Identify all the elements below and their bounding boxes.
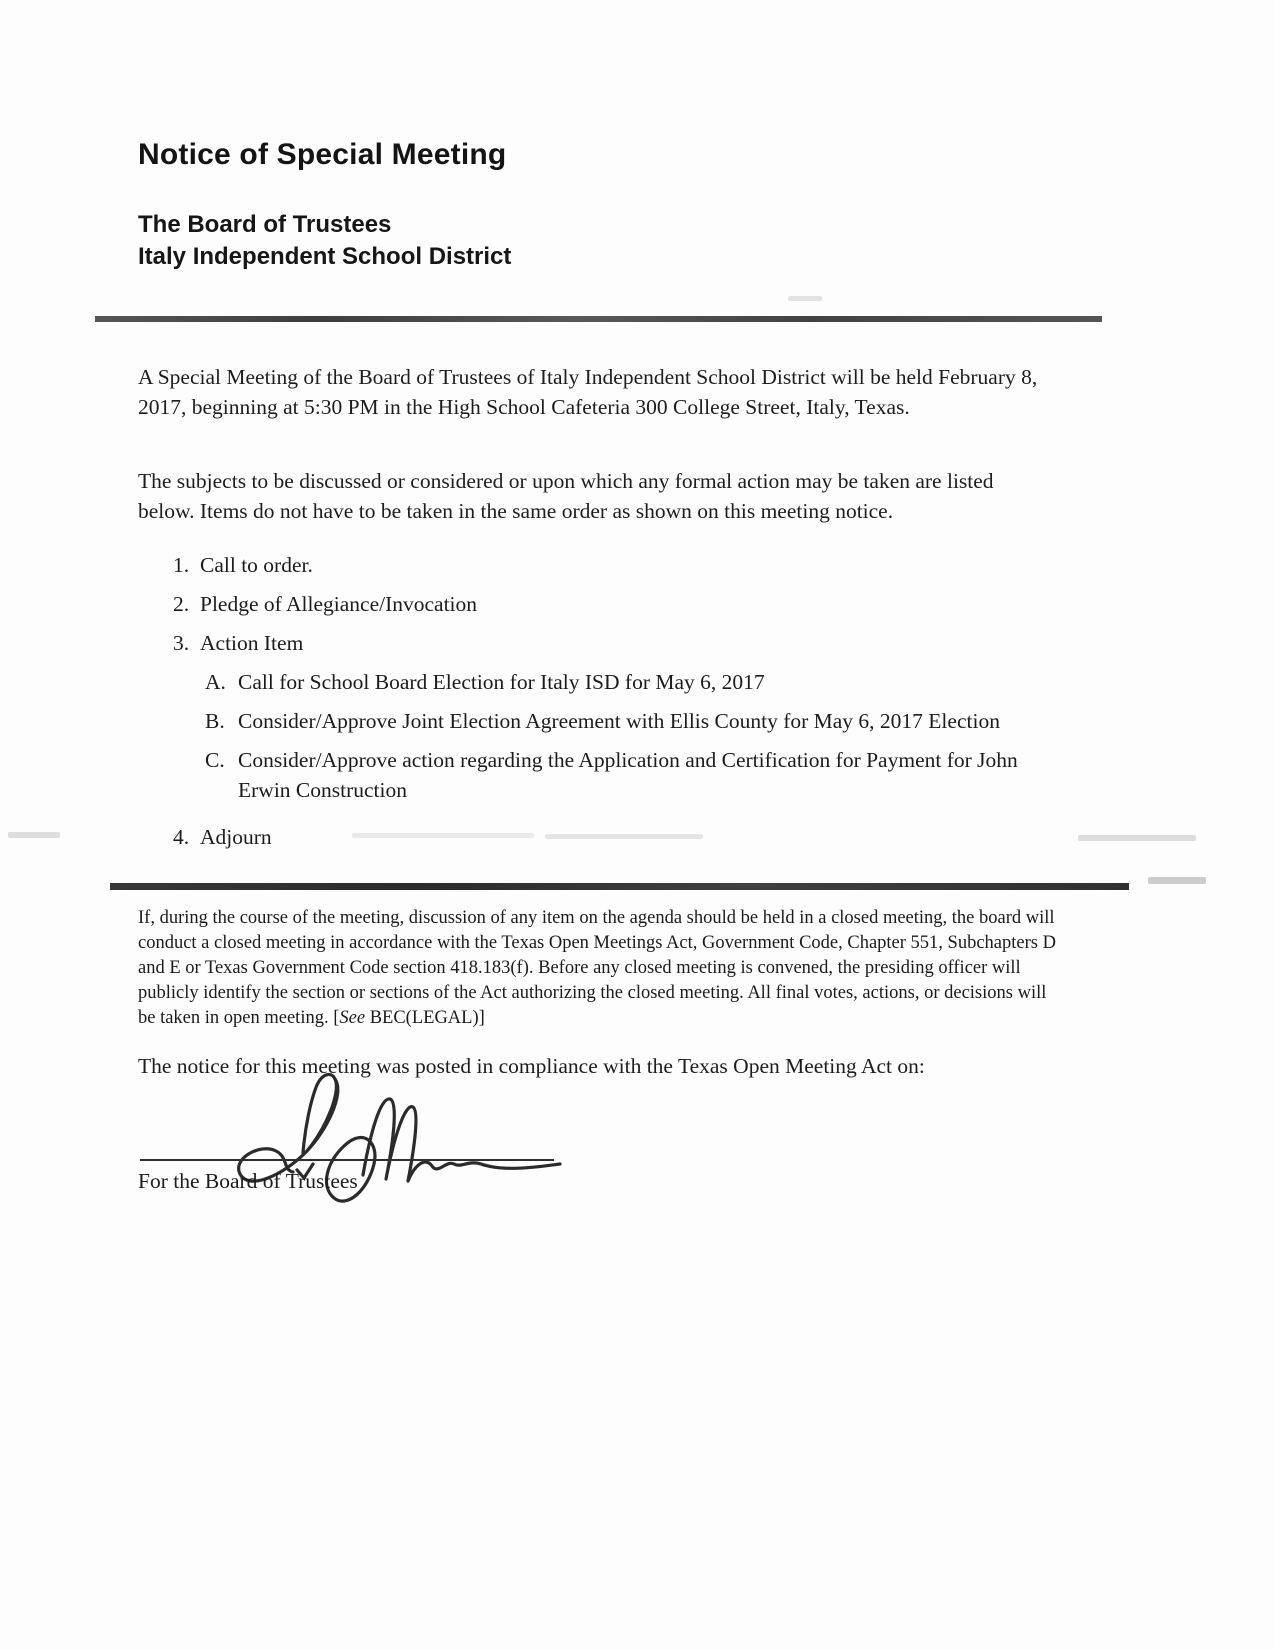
agenda-item-3 [173,628,1138,658]
signature-block [138,1081,1138,1241]
scan-artifact [1148,877,1206,884]
posted-compliance-line: The notice for this meeting was posted in compliance with the Texas Open Meeting Act on: [138,1054,925,1078]
subtitle-district: Italy Independent School District [138,243,512,270]
closed-meeting-paragraph [138,906,1068,1031]
subjects-paragraph: The subjects to be discussed or considered or upon which any formal action may be taken are listed below. Items do not have to be taken in the same order as shown on this meeting notice. [138,469,994,523]
closed-meeting-text-end: BEC(LEGAL)] [365,1008,485,1028]
signature-caption: For the Board of Trustees [138,1169,358,1193]
agenda-text: Action Item [200,631,304,655]
agenda-letter: B. [205,709,225,733]
agenda-text: Consider/Approve action regarding the Application and Certification for Payment for John Erwin Construction [238,748,1018,802]
page-title: Notice of Special Meeting [138,138,507,171]
agenda-number: 3. [173,631,190,655]
intro-paragraph: A Special Meeting of the Board of Trustees of Italy Independent School District will be held February 8, 2017, beginning at 5:30 PM in the High School Cafeteria 300 College Street, Italy, Texas. [138,365,1038,419]
agenda-text: Consider/Approve Joint Election Agreement with Ellis County for May 6, 2017 Election [238,709,1000,733]
closed-meeting-text: If, during the course of the meeting, discussion of any item on the agenda should be held in a closed meeting, the board will conduct a closed meeting in accordance with the Texas Open Meetings Act, Government Code, Chapter 551, Subchapters D and E or Texas Government Code section 418.183(f). Before any closed meeting is convened, the presiding officer will publicly identify the section or sections of the Act authorizing the closed meeting. All final votes, actions, or decisions will be taken in open meeting. [ [138,908,1056,1028]
agenda-item-3b [205,706,1138,736]
divider-bottom [110,883,1129,890]
agenda-number: 1. [173,553,190,577]
agenda-number: 4. [173,825,190,849]
divider-top [95,316,1102,322]
agenda-item-3c [205,745,1138,805]
document-content [138,138,1138,1241]
agenda-text: Pledge of Allegiance/Invocation [200,592,478,616]
signature-line [140,1159,554,1161]
agenda-text: Adjourn [200,825,272,849]
document-subtitle [138,209,1138,273]
agenda-letter: C. [205,748,225,772]
scan-artifact [8,832,60,838]
agenda-list [138,550,1138,852]
agenda-letter: A. [205,670,226,694]
agenda-text: Call to order. [200,553,313,577]
handwritten-signature [215,1069,615,1219]
subtitle-board: The Board of Trustees [138,211,392,238]
agenda-number: 2. [173,592,190,616]
agenda-item-2 [173,589,1138,619]
agenda-item-1 [173,550,1138,580]
agenda-item-4 [173,822,1138,852]
see-reference-italic: See [339,1008,366,1028]
agenda-item-3a [205,667,1138,697]
agenda-text: Call for School Board Election for Italy ISD for May 6, 2017 [238,670,765,694]
